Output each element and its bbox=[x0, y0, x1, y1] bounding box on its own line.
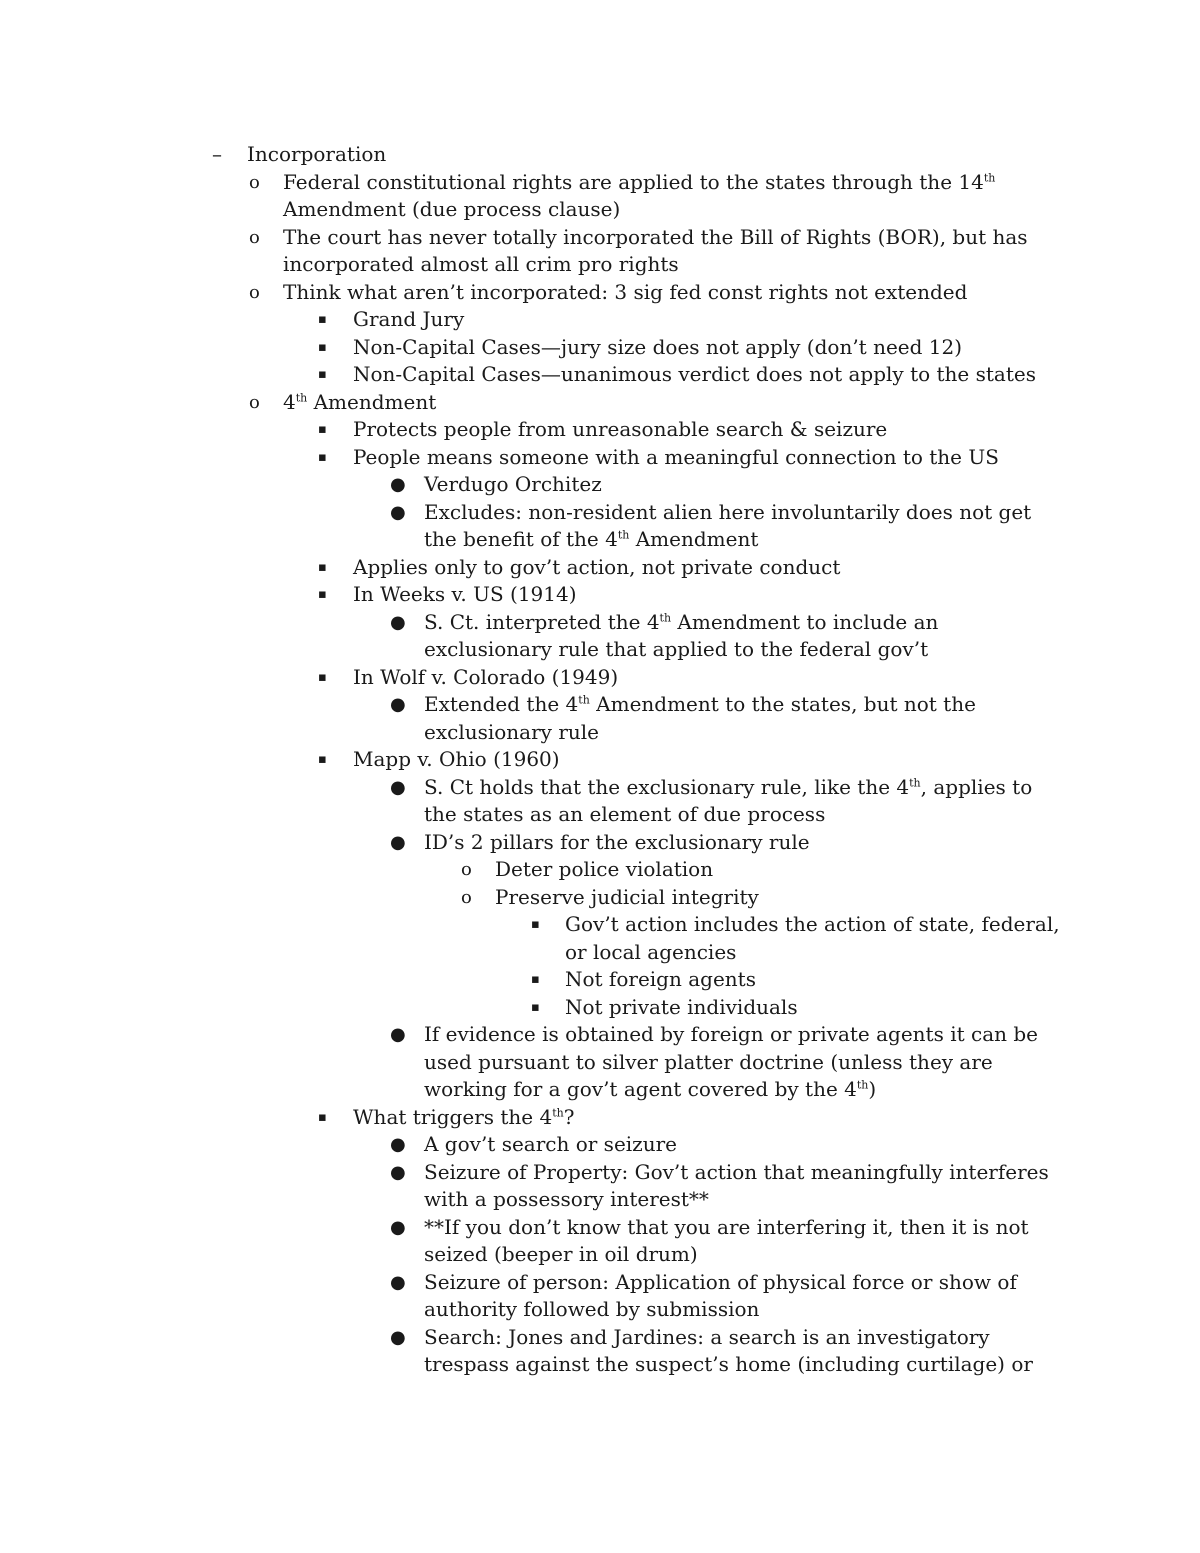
text-run: ID’s 2 pillars for the exclusionary rule bbox=[424, 829, 810, 854]
outline-item-text bbox=[353, 554, 1073, 582]
outline-item bbox=[0, 361, 1200, 389]
text-run: Amendment to include an exclusionary rule that applied to the federal gov’t bbox=[424, 609, 939, 661]
bullet-marker: ▪ bbox=[318, 449, 327, 465]
outline-item bbox=[0, 1131, 1200, 1159]
bullet-marker: ● bbox=[390, 1134, 406, 1155]
outline-item bbox=[0, 499, 1200, 554]
outline-item-text bbox=[353, 361, 1073, 389]
text-run: Amendment bbox=[629, 527, 759, 551]
outline-item-text bbox=[353, 416, 1073, 444]
superscript: th bbox=[856, 1078, 869, 1092]
text-run: People means someone with a meaningful connection to the US bbox=[353, 444, 999, 469]
outline-item bbox=[0, 279, 1200, 307]
bullet-marker: ▪ bbox=[531, 917, 540, 932]
text-run: A gov’t search or seizure bbox=[424, 1132, 677, 1156]
outline-item bbox=[0, 1214, 1200, 1269]
outline-item-text bbox=[247, 141, 1067, 169]
text-run: S. Ct holds that the exclusionary rule, like the 4 bbox=[424, 774, 910, 799]
text-run: What triggers the 4 bbox=[353, 1104, 553, 1129]
outline-item bbox=[0, 169, 1200, 224]
outline-item-text bbox=[353, 444, 1073, 472]
superscript: th bbox=[552, 1105, 564, 1119]
bullet-marker: o bbox=[249, 226, 260, 248]
outline-item-text bbox=[353, 1104, 1073, 1132]
text-run: Protects people from unreasonable search & seizure bbox=[353, 417, 888, 441]
superscript: th bbox=[659, 610, 672, 624]
outline-item bbox=[0, 966, 1200, 994]
outline-item-text bbox=[424, 1324, 1064, 1379]
text-run: Amendment bbox=[307, 389, 437, 414]
text-run: Non-Capital Cases—unanimous verdict does not apply to the states bbox=[353, 362, 1036, 386]
text-run: Not foreign agents bbox=[565, 967, 756, 991]
text-run: Seizure of person: Application of physical force or show of authority followed by submission bbox=[424, 1269, 1017, 1321]
bullet-marker: ● bbox=[390, 776, 406, 798]
outline-item bbox=[0, 389, 1200, 417]
text-run: The court has never totally incorporated the Bill of Rights (BOR), but has incorporated almost all crim pro rights bbox=[283, 224, 1028, 276]
text-run: 4 bbox=[283, 389, 296, 414]
outline-item-text bbox=[353, 334, 1073, 362]
outline-item-text bbox=[283, 224, 1043, 279]
bullet-marker: ▪ bbox=[318, 422, 327, 437]
outline-item bbox=[0, 884, 1200, 912]
outline-item bbox=[0, 746, 1200, 774]
bullet-marker: ● bbox=[390, 501, 406, 523]
outline-item bbox=[0, 444, 1200, 472]
text-run: Applies only to gov’t action, not private conduct bbox=[353, 554, 841, 579]
superscript: th bbox=[909, 775, 921, 789]
text-run: Gov’t action includes the action of state, federal, or local agencies bbox=[565, 912, 1060, 964]
outline-item bbox=[0, 856, 1200, 884]
outline-item-text bbox=[353, 581, 1073, 609]
outline-item-text bbox=[283, 389, 1043, 417]
outline-item-text bbox=[424, 774, 1064, 829]
bullet-marker: ▪ bbox=[318, 312, 327, 327]
outline-item-text bbox=[424, 1269, 1064, 1324]
bullet-marker: o bbox=[249, 171, 260, 193]
text-run: , applies to the states as an element of due process bbox=[424, 774, 1033, 826]
text-run: Not private individuals bbox=[565, 994, 798, 1019]
bullet-marker: o bbox=[249, 281, 260, 303]
text-run: Mapp v. Ohio (1960) bbox=[353, 747, 560, 771]
text-run: S. Ct. interpreted the 4 bbox=[424, 609, 660, 634]
outline-item bbox=[0, 141, 1200, 169]
outline-item bbox=[0, 1159, 1200, 1214]
outline-item-text bbox=[353, 306, 1073, 334]
bullet-marker: ▪ bbox=[531, 999, 540, 1015]
outline-item bbox=[0, 664, 1200, 692]
outline-item bbox=[0, 416, 1200, 444]
outline-item bbox=[0, 306, 1200, 334]
text-run: Seizure of Property: Gov’t action that meaningfully interferes with a possessory interest** bbox=[424, 1159, 1049, 1211]
outline-item bbox=[0, 224, 1200, 279]
text-run: Amendment (due process clause) bbox=[283, 197, 621, 221]
outline-item-text bbox=[424, 829, 1064, 857]
outline-item bbox=[0, 1021, 1200, 1104]
outline-item-text bbox=[283, 279, 1043, 307]
outline-item-text bbox=[353, 664, 1073, 692]
text-run: Non-Capital Cases—jury size does not apply (don’t need 12) bbox=[353, 334, 963, 359]
bullet-marker: o bbox=[461, 859, 472, 880]
bullet-marker: ● bbox=[390, 1024, 406, 1045]
bullet-marker: ● bbox=[390, 694, 406, 715]
outline-item-text bbox=[565, 966, 1065, 994]
outline-item bbox=[0, 774, 1200, 829]
bullet-marker: ● bbox=[390, 474, 406, 495]
bullet-marker: ● bbox=[390, 831, 406, 853]
bullet-marker: ● bbox=[390, 1216, 406, 1238]
outline-item-text bbox=[283, 169, 1043, 224]
bullet-marker: ● bbox=[390, 1271, 406, 1293]
text-run: Excludes: non-resident alien here involuntarily does not get the benefit of the 4 bbox=[424, 499, 1032, 551]
bullet-marker: ● bbox=[390, 1161, 406, 1183]
outline-item bbox=[0, 609, 1200, 664]
outline-item-text bbox=[495, 884, 1055, 912]
outline-item bbox=[0, 829, 1200, 857]
outline-item bbox=[0, 581, 1200, 609]
bullet-marker: ▪ bbox=[318, 669, 327, 685]
outline-item bbox=[0, 554, 1200, 582]
text-run: Deter police violation bbox=[495, 857, 714, 881]
text-run: Grand Jury bbox=[353, 307, 465, 331]
outline-item-text bbox=[424, 499, 1064, 554]
outline-item bbox=[0, 1104, 1200, 1132]
outline-item bbox=[0, 691, 1200, 746]
bullet-marker: ▪ bbox=[318, 559, 327, 575]
bullet-marker: ● bbox=[390, 611, 406, 633]
outline-item-text bbox=[424, 1159, 1064, 1214]
outline-item-text bbox=[565, 994, 1065, 1022]
bullet-marker: ▪ bbox=[531, 972, 540, 987]
bullet-marker: ▪ bbox=[318, 1109, 327, 1125]
outline-item bbox=[0, 1269, 1200, 1324]
text-run: If evidence is obtained by foreign or private agents it can be used pursuant to silver platter doctrine (unless they are working for a gov’t agent covered by the 4 bbox=[424, 1022, 1039, 1101]
superscript: th bbox=[295, 390, 308, 404]
outline-item-text bbox=[565, 911, 1065, 966]
outline-item bbox=[0, 1324, 1200, 1379]
bullet-marker: o bbox=[461, 886, 472, 908]
outline-item-text bbox=[424, 1214, 1064, 1269]
bullet-marker: ▪ bbox=[318, 339, 327, 355]
outline-item-text bbox=[424, 471, 1064, 499]
text-run: Verdugo Orchitez bbox=[424, 472, 602, 496]
text-run: Preserve judicial integrity bbox=[495, 884, 759, 909]
outline-item-text bbox=[424, 1021, 1064, 1104]
bullet-marker: o bbox=[249, 391, 260, 413]
bullet-marker: ▪ bbox=[318, 587, 327, 602]
superscript: th bbox=[578, 693, 590, 707]
text-run: ? bbox=[563, 1104, 575, 1129]
text-run: Incorporation bbox=[247, 142, 387, 166]
superscript: th bbox=[983, 170, 996, 184]
text-run: Federal constitutional rights are applied to the states through the 14 bbox=[283, 169, 984, 194]
outline-item-text bbox=[495, 856, 1055, 884]
bullet-marker: ● bbox=[390, 1326, 406, 1348]
superscript: th bbox=[617, 528, 630, 542]
text-run: **If you don’t know that you are interfering it, then it is not seized (beeper in oil drum) bbox=[424, 1214, 1029, 1266]
bullet-marker: ▪ bbox=[318, 752, 327, 767]
text-run: Amendment to the states, but not the exclusionary rule bbox=[424, 692, 976, 744]
outline-item-text bbox=[424, 1131, 1064, 1159]
text-run: In Wolf v. Colorado (1949) bbox=[353, 664, 619, 689]
text-run: Think what aren’t incorporated: 3 sig fed const rights not extended bbox=[283, 279, 968, 304]
outline-item-text bbox=[424, 691, 1064, 746]
outline-item-text bbox=[424, 609, 1064, 664]
outline-item-text bbox=[353, 746, 1073, 774]
text-run: ) bbox=[868, 1077, 877, 1101]
outline-item bbox=[0, 334, 1200, 362]
bullet-marker: ▪ bbox=[318, 367, 327, 382]
text-run: Extended the 4 bbox=[424, 692, 579, 716]
outline-item bbox=[0, 994, 1200, 1022]
outline-item bbox=[0, 471, 1200, 499]
outline-item bbox=[0, 911, 1200, 966]
text-run: In Weeks v. US (1914) bbox=[353, 582, 577, 606]
bullet-marker: – bbox=[212, 142, 222, 166]
text-run: Search: Jones and Jardines: a search is an investigatory trespass against the suspect’s home (including curtilage) or bbox=[424, 1324, 1033, 1376]
outline-list bbox=[0, 141, 1200, 1379]
